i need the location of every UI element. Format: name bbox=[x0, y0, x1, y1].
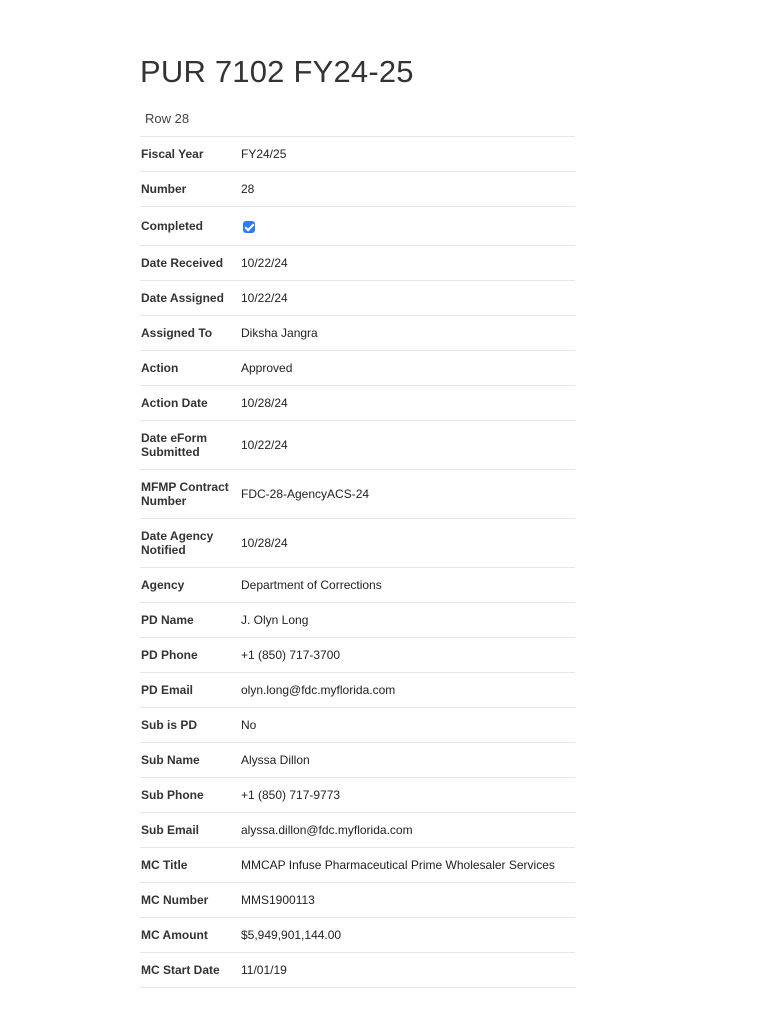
field-label: MFMP Contract Number bbox=[141, 480, 229, 508]
field-row-date-eform-submitted bbox=[140, 421, 575, 470]
field-row-action-date bbox=[140, 386, 575, 421]
field-row-action bbox=[140, 351, 575, 386]
field-row-sub-phone bbox=[140, 778, 575, 813]
field-row-date-received bbox=[140, 246, 575, 281]
field-value: MMCAP Infuse Pharmaceutical Prime Wholesaler Services bbox=[241, 858, 555, 872]
field-value: 28 bbox=[241, 182, 255, 196]
field-row-mc-start-date bbox=[140, 953, 575, 988]
field-label: Sub Email bbox=[141, 823, 200, 837]
field-value: Approved bbox=[241, 361, 293, 375]
field-row-fiscal-year bbox=[140, 137, 575, 172]
field-value: No bbox=[241, 718, 257, 732]
field-value: 10/22/24 bbox=[241, 291, 288, 305]
field-row-agency bbox=[140, 568, 575, 603]
field-value: FY24/25 bbox=[241, 147, 287, 161]
field-label: Number bbox=[141, 182, 187, 196]
field-value: +1 (850) 717-9773 bbox=[241, 788, 341, 802]
field-list bbox=[140, 136, 575, 988]
field-value: 10/28/24 bbox=[241, 536, 288, 550]
page-title: PUR 7102 FY24-25 bbox=[140, 54, 414, 89]
field-value: 10/22/24 bbox=[241, 256, 288, 270]
field-label: Completed bbox=[141, 219, 204, 233]
row-subtitle: Row 28 bbox=[145, 111, 190, 126]
field-value: 10/22/24 bbox=[241, 438, 288, 452]
field-value: Diksha Jangra bbox=[241, 326, 318, 340]
field-label: Sub Name bbox=[141, 753, 200, 767]
field-row-date-assigned bbox=[140, 281, 575, 316]
field-label: MC Number bbox=[141, 893, 209, 907]
field-row-sub-name bbox=[140, 743, 575, 778]
field-value: MMS1900113 bbox=[241, 893, 315, 907]
field-label: PD Name bbox=[141, 613, 194, 627]
field-row-completed bbox=[140, 207, 575, 246]
field-label: Assigned To bbox=[141, 326, 213, 340]
field-row-number bbox=[140, 172, 575, 207]
field-label: Date Received bbox=[141, 256, 224, 270]
field-value bbox=[241, 219, 575, 233]
field-row-pd-name bbox=[140, 603, 575, 638]
field-row-mc-number bbox=[140, 883, 575, 918]
field-label: Sub Phone bbox=[141, 788, 204, 802]
field-label: Sub is PD bbox=[141, 718, 198, 732]
field-label: MC Start Date bbox=[141, 963, 220, 977]
completed-checkbox[interactable] bbox=[243, 221, 255, 233]
field-label: Date eForm Submitted bbox=[141, 431, 208, 459]
field-value: +1 (850) 717-3700 bbox=[241, 648, 341, 662]
field-label: Fiscal Year bbox=[141, 147, 204, 161]
field-row-sub-is-pd bbox=[140, 708, 575, 743]
field-label: PD Email bbox=[141, 683, 194, 697]
field-row-assigned-to bbox=[140, 316, 575, 351]
field-value: Department of Corrections bbox=[241, 578, 382, 592]
field-row-date-agency-notified bbox=[140, 519, 575, 568]
field-value: olyn.long@fdc.myflorida.com bbox=[241, 683, 396, 697]
field-value: alyssa.dillon@fdc.myflorida.com bbox=[241, 823, 413, 837]
field-row-mc-amount bbox=[140, 918, 575, 953]
field-value: 11/01/19 bbox=[241, 963, 287, 977]
field-value: $5,949,901,144.00 bbox=[241, 928, 342, 942]
field-row-mfmp-contract-number bbox=[140, 470, 575, 519]
field-row-mc-title bbox=[140, 848, 575, 883]
field-label: Action Date bbox=[141, 396, 208, 410]
field-value: FDC-28-AgencyACS-24 bbox=[241, 487, 370, 501]
field-label: Date Agency Notified bbox=[141, 529, 214, 557]
field-label: Date Assigned bbox=[141, 291, 224, 305]
field-label: Agency bbox=[141, 578, 185, 592]
field-label: PD Phone bbox=[141, 648, 198, 662]
field-row-pd-email bbox=[140, 673, 575, 708]
field-label: MC Amount bbox=[141, 928, 208, 942]
field-row-sub-email bbox=[140, 813, 575, 848]
field-label: Action bbox=[141, 361, 179, 375]
field-value: J. Olyn Long bbox=[241, 613, 309, 627]
field-row-pd-phone bbox=[140, 638, 575, 673]
field-value: 10/28/24 bbox=[241, 396, 288, 410]
field-value: Alyssa Dillon bbox=[241, 753, 310, 767]
field-label: MC Title bbox=[141, 858, 188, 872]
